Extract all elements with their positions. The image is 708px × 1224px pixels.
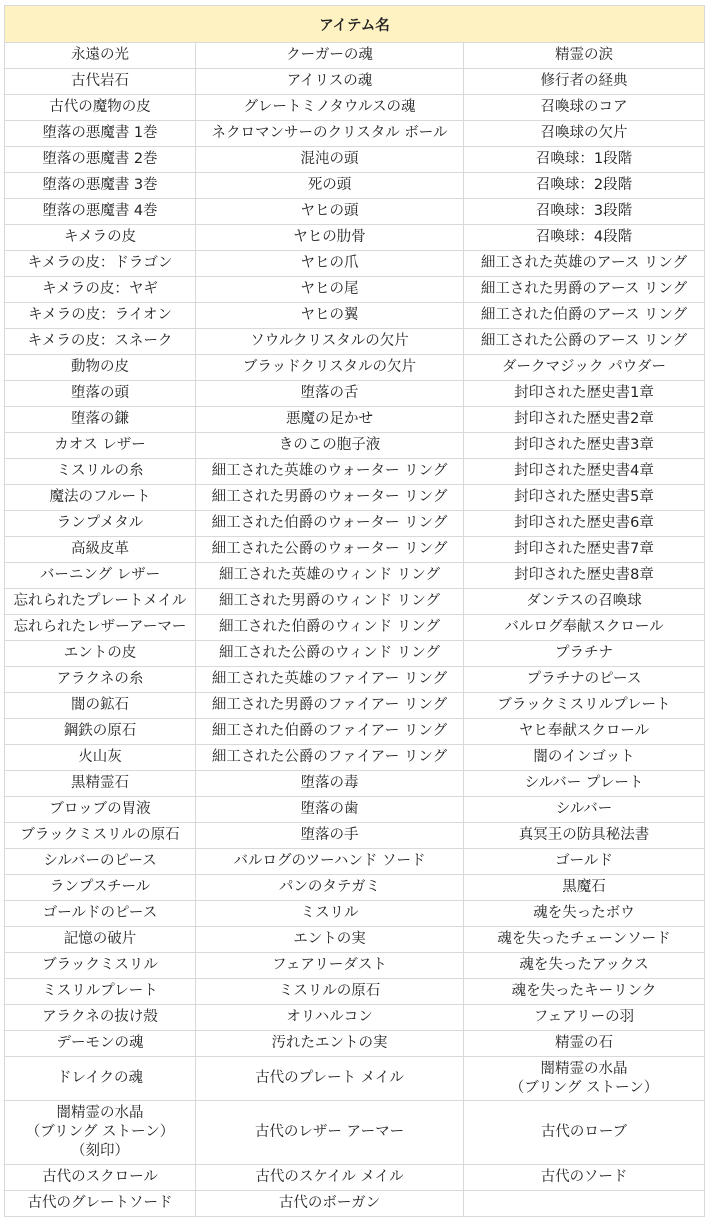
item-cell: ミスリルの原石 [196,979,464,1005]
item-cell: ドレイクの魂 [5,1057,196,1101]
item-cell: アラクネの糸 [5,667,196,693]
table-row [5,667,705,693]
item-cell: 細工された伯爵のアース リング [464,303,705,329]
table-row [5,849,705,875]
table-row [5,95,705,121]
item-cell: ゴールド [464,849,705,875]
item-cell: 堕落の悪魔書 2巻 [5,147,196,173]
table-row [5,329,705,355]
item-cell: フェアリーの羽 [464,1005,705,1031]
table-row [5,511,705,537]
item-cell: 古代岩石 [5,69,196,95]
item-cell: 古代のローブ [464,1101,705,1165]
item-cell: ミスリルの糸 [5,459,196,485]
table-row [5,901,705,927]
item-cell: バーニング レザー [5,563,196,589]
item-cell: 堕落の舌 [196,381,464,407]
item-cell: フェアリーダスト [196,953,464,979]
table-row [5,953,705,979]
item-cell: ダンテスの召喚球 [464,589,705,615]
table-row [5,355,705,381]
table-row [5,979,705,1005]
item-cell: オリハルコン [196,1005,464,1031]
item-cell: パンのタテガミ [196,875,464,901]
item-cell: ネクロマンサーのクリスタル ボール [196,121,464,147]
table-row [5,693,705,719]
item-cell: 古代のレザー アーマー [196,1101,464,1165]
item-cell: 細工された英雄のウィンド リング [196,563,464,589]
item-cell: 魔法のフルート [5,485,196,511]
item-cell: デーモンの魂 [5,1031,196,1057]
table-row [5,43,705,69]
item-cell: 細工された男爵のウォーター リング [196,485,464,511]
item-cell: 動物の皮 [5,355,196,381]
item-cell: 封印された歴史書5章 [464,485,705,511]
item-cell: ゴールドのピース [5,901,196,927]
item-cell: 細工された伯爵のファイアー リング [196,719,464,745]
item-cell: 堕落の悪魔書 3巻 [5,173,196,199]
item-cell: 召喚球：4段階 [464,225,705,251]
item-cell: 細工された公爵のウィンド リング [196,641,464,667]
item-cell: ダークマジック パウダー [464,355,705,381]
item-cell: 細工された伯爵のウィンド リング [196,615,464,641]
item-cell: 古代の魔物の皮 [5,95,196,121]
item-cell: ヤヒの尾 [196,277,464,303]
item-cell: 封印された歴史書3章 [464,433,705,459]
item-cell: 闇精霊の水晶 （ブリング ストーン） [464,1057,705,1101]
item-cell: 古代のスケイル メイル [196,1165,464,1191]
item-cell: エントの皮 [5,641,196,667]
item-cell: 黒精霊石 [5,771,196,797]
table-body [5,43,705,1217]
item-cell: アイリスの魂 [196,69,464,95]
item-cell: ブロッブの胃液 [5,797,196,823]
table-row [5,1191,705,1217]
table-row [5,1031,705,1057]
item-cell: 召喚球のコア [464,95,705,121]
item-cell: ヤヒの頭 [196,199,464,225]
item-cell: ヤヒの翼 [196,303,464,329]
item-cell: 悪魔の足かせ [196,407,464,433]
item-cell: 闇のインゴット [464,745,705,771]
item-cell: 封印された歴史書4章 [464,459,705,485]
item-cell: 黒魔石 [464,875,705,901]
item-cell: 召喚球の欠片 [464,121,705,147]
table-row [5,381,705,407]
item-cell: ランプスチール [5,875,196,901]
item-cell: 永遠の光 [5,43,196,69]
item-cell: 精霊の涙 [464,43,705,69]
item-cell: 古代のスクロール [5,1165,196,1191]
table-row [5,589,705,615]
item-cell: シルバー プレート [464,771,705,797]
item-cell: ブラッドクリスタルの欠片 [196,355,464,381]
item-cell: キメラの皮：ドラゴン [5,251,196,277]
table-row [5,641,705,667]
item-cell: ヤヒの肋骨 [196,225,464,251]
item-cell: 堕落の悪魔書 4巻 [5,199,196,225]
item-cell: ブラックミスリルの原石 [5,823,196,849]
column-header-item-name: アイテム名 [5,6,705,43]
item-cell: 死の頭 [196,173,464,199]
item-cell: シルバーのピース [5,849,196,875]
item-cell: 古代のソード [464,1165,705,1191]
item-cell: シルバー [464,797,705,823]
item-cell: 召喚球：1段階 [464,147,705,173]
item-cell: アラクネの抜け殻 [5,1005,196,1031]
table-row [5,563,705,589]
table-row [5,199,705,225]
item-cell: ランプメタル [5,511,196,537]
item-cell: 細工された英雄のウォーター リング [196,459,464,485]
item-cell: 細工された男爵のファイアー リング [196,693,464,719]
table-row [5,225,705,251]
item-cell: 精霊の石 [464,1031,705,1057]
item-cell: 堕落の頭 [5,381,196,407]
item-cell: ソウルクリスタルの欠片 [196,329,464,355]
item-cell: 混沌の頭 [196,147,464,173]
item-cell: ブラックミスリルプレート [464,693,705,719]
item-cell: 封印された歴史書8章 [464,563,705,589]
table-row [5,1101,705,1165]
table-row [5,745,705,771]
table-row [5,407,705,433]
item-cell: キメラの皮：スネーク [5,329,196,355]
item-cell: 細工された男爵のウィンド リング [196,589,464,615]
item-cell: キメラの皮：ヤギ [5,277,196,303]
table-row [5,927,705,953]
item-cell: 闇の鉱石 [5,693,196,719]
item-cell: 鋼鉄の原石 [5,719,196,745]
item-cell: 魂を失ったキーリンク [464,979,705,1005]
item-cell: 古代のグレートソード [5,1191,196,1217]
item-cell: 細工された伯爵のウォーター リング [196,511,464,537]
item-cell: 封印された歴史書6章 [464,511,705,537]
item-cell: 忘れられたレザーアーマー [5,615,196,641]
item-cell: ヤヒの爪 [196,251,464,277]
item-cell: 火山灰 [5,745,196,771]
item-cell: 細工された英雄のファイアー リング [196,667,464,693]
item-cell: 堕落の鎌 [5,407,196,433]
item-cell: ヤヒ奉献スクロール [464,719,705,745]
item-cell: 忘れられたプレートメイル [5,589,196,615]
table-row [5,251,705,277]
table-row [5,719,705,745]
table-row [5,459,705,485]
item-cell: きのこの胞子液 [196,433,464,459]
item-cell: 古代のボーガン [196,1191,464,1217]
item-cell: 記憶の破片 [5,927,196,953]
item-cell: プラチナ [464,641,705,667]
table-row [5,1057,705,1101]
item-cell: 闇精霊の水晶 （ブリング ストーン） （刻印） [5,1101,196,1165]
item-cell: 堕落の手 [196,823,464,849]
item-cell: プラチナのピース [464,667,705,693]
item-cell: 古代のプレート メイル [196,1057,464,1101]
item-cell: 細工された公爵のウォーター リング [196,537,464,563]
item-cell: 堕落の毒 [196,771,464,797]
item-cell: 細工された公爵のファイアー リング [196,745,464,771]
table-row [5,537,705,563]
item-table [4,5,705,1217]
table-header-row [5,6,705,43]
item-cell: キメラの皮：ライオン [5,303,196,329]
item-cell: 堕落の悪魔書 1巻 [5,121,196,147]
item-cell: 封印された歴史書2章 [464,407,705,433]
item-cell: 修行者の経典 [464,69,705,95]
item-cell: クーガーの魂 [196,43,464,69]
item-cell: 召喚球：3段階 [464,199,705,225]
table-row [5,875,705,901]
item-cell: 魂を失ったボウ [464,901,705,927]
table-row [5,147,705,173]
item-cell: 細工された公爵のアース リング [464,329,705,355]
table-row [5,615,705,641]
item-cell: 封印された歴史書1章 [464,381,705,407]
item-cell: 細工された男爵のアース リング [464,277,705,303]
item-cell: 細工された英雄のアース リング [464,251,705,277]
item-cell: 真冥王の防具秘法書 [464,823,705,849]
item-cell: カオス レザー [5,433,196,459]
table-row [5,121,705,147]
table-row [5,797,705,823]
item-cell: エントの実 [196,927,464,953]
item-cell: バルログ奉献スクロール [464,615,705,641]
item-cell: ブラックミスリル [5,953,196,979]
item-cell [464,1191,705,1217]
item-cell: 魂を失ったチェーンソード [464,927,705,953]
item-cell: バルログのツーハンド ソード [196,849,464,875]
table-row [5,1005,705,1031]
item-cell: ミスリル [196,901,464,927]
item-cell: 高級皮革 [5,537,196,563]
table-row [5,823,705,849]
table-row [5,771,705,797]
item-cell: キメラの皮 [5,225,196,251]
table-row [5,173,705,199]
table-row [5,277,705,303]
table-row [5,303,705,329]
item-cell: 魂を失ったアックス [464,953,705,979]
item-cell: ミスリルプレート [5,979,196,1005]
item-cell: グレートミノタウルスの魂 [196,95,464,121]
table-row [5,485,705,511]
table-row [5,433,705,459]
item-cell: 汚れたエントの実 [196,1031,464,1057]
table-row [5,1165,705,1191]
item-cell: 召喚球：2段階 [464,173,705,199]
item-cell: 堕落の歯 [196,797,464,823]
item-cell: 封印された歴史書7章 [464,537,705,563]
table-row [5,69,705,95]
